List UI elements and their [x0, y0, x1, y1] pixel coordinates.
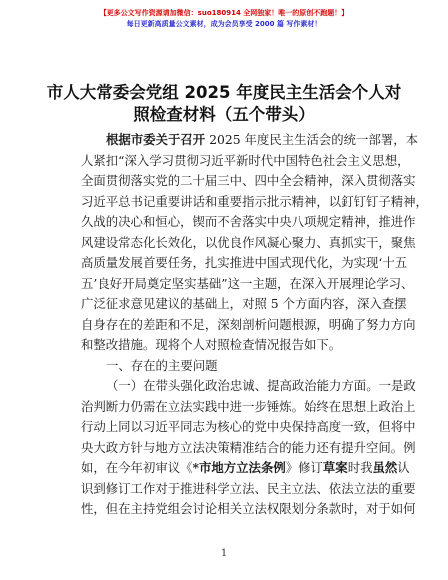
section-heading-container: [81, 356, 371, 377]
text-line: [81, 315, 416, 336]
text-segment: 高质量发展首要任务，扎实推进中国式现代化，为实现‘十五: [81, 255, 408, 270]
text-line: [81, 376, 416, 397]
text-segment: 自身存在的差距和不足，深刻剖析问题根源，明确了努力方向: [81, 316, 416, 332]
text-segment: 广泛征求意见建议的基础上，对照 5 个方面内容，深入查摆: [81, 296, 407, 311]
text-segment: 性，但在主持党组会讨论相关立法权限划分条款时，对于如何: [81, 501, 416, 516]
text-line: [81, 171, 416, 192]
text-segment: 如，在今年初审议《: [81, 460, 193, 475]
text-line: [81, 274, 414, 295]
paragraph-political-loyalty: [81, 376, 416, 520]
text-segment: 2025 年度民主生活会的统一部署，本: [205, 132, 419, 147]
text-line: [81, 458, 410, 479]
document-title-line-1: 市人大常委会党组 2025 年度民主生活会个人对: [46, 83, 402, 102]
bold-text-segment: 草案: [322, 460, 348, 475]
text-line: [81, 438, 416, 459]
text-segment: 行动上同以习近平同志为核心的党中央保持高度一致，但将中: [81, 419, 416, 434]
text-segment: 风建设常态化长效化，以优良作风凝心聚力、真抓实干，聚焦: [81, 234, 416, 250]
text-line: [81, 212, 416, 233]
section-heading-problems: 一、存在的主要问题: [106, 357, 218, 373]
text-segment: 时我: [347, 460, 373, 475]
bold-text-segment: 根据市委关于召开: [106, 132, 206, 147]
text-segment: 和整改措施。现将个人对照检查情况报告如下。: [81, 337, 342, 352]
text-line: [81, 192, 428, 213]
text-segment: 习近平总书记重要讲话和重要指示批示精神，以釘钉钉子精神，: [81, 193, 428, 209]
text-line: [81, 499, 416, 520]
text-segment: 认: [397, 460, 410, 475]
text-segment: 五’良好开局奠定坚实基础”这一主题，在深入开展理论学习、: [81, 275, 414, 291]
text-segment: 久战的决心和恒心，锲而不舍落实中央八项规定精神，推进作: [81, 214, 416, 229]
text-line: [81, 479, 416, 500]
document-title-line-2: 照检查材料（五个带头）: [133, 105, 315, 124]
text-segment: 央大政方针与地方立法决策精准结合的能力还有提升空间。例: [81, 439, 416, 455]
text-segment: （一）在带头强化政治忠诚、提高政治能力方面。一是政: [106, 378, 416, 393]
bold-text-segment: *市地方立法条例: [192, 460, 286, 475]
promo-banner-line-1: 【更多公文写作资源请加微信：suo180914 全网独家！唯一的原创不跑题！】: [99, 9, 349, 17]
text-segment: 识到修订工作对于推进科学立法、民主立法、依法立法的重要: [81, 480, 416, 496]
text-line: [81, 397, 416, 418]
text-line: [81, 253, 408, 274]
text-segment: 》修订: [285, 460, 323, 475]
text-line: [81, 417, 416, 438]
text-line: [81, 130, 419, 151]
text-segment: 人紧扣“深入学习贯彻习近平新时代中国特色社会主义思想，: [81, 152, 410, 168]
paragraph-intro: [81, 130, 428, 356]
page-number: 1: [220, 548, 228, 559]
text-line: [81, 233, 416, 254]
text-line: [81, 151, 410, 172]
bold-text-segment: 虽然: [372, 460, 398, 475]
text-line: [81, 335, 371, 356]
promo-banner-line-2: 每日更新高质量公文素材，成为会员享受 2000 篇 写作素材！: [126, 20, 322, 28]
text-segment: 全面贯彻落实党的二十届三中、四中全会精神，深入贯彻落实: [81, 173, 416, 188]
text-segment: 治判断力仍需在立法实践中进一步锤炼。始终在思想上政治上: [81, 398, 416, 414]
text-line: [81, 294, 407, 315]
